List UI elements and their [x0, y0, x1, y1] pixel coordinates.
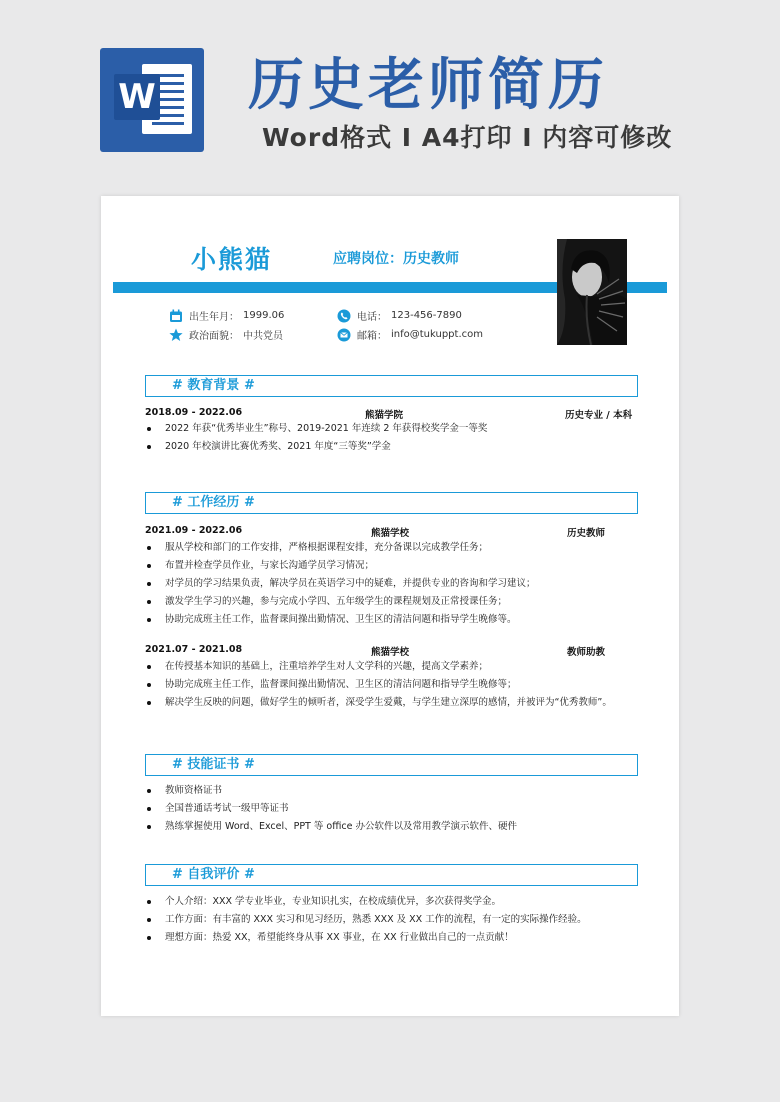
- info-email: [337, 327, 483, 342]
- list-item: 2020 年校演讲比赛优秀奖、2021 年度“三等奖”学金: [145, 438, 615, 456]
- word-logo: [100, 48, 204, 152]
- education-major: 历史专业 / 本科: [565, 410, 633, 421]
- work-list-2: [145, 658, 615, 712]
- phone-value: 123-456-7890: [391, 310, 462, 321]
- list-item: 协助完成班主任工作，监督课间操出勤情况、卫生区的清洁问题和指导学生晚修等。: [145, 611, 615, 629]
- work-list-1: [145, 539, 615, 629]
- birth-label: 出生年月：: [189, 312, 239, 323]
- birth-value: 1999.06: [243, 310, 285, 321]
- education-date: 2018.09 - 2022.06: [145, 407, 243, 418]
- work-entry-1: [145, 525, 641, 539]
- work-entry-2: [145, 644, 641, 658]
- work-school: 熊猫学校: [371, 528, 410, 539]
- list-item: 对学员的学习结果负责，解决学员在英语学习中的疑难，并提供专业的咨询和学习建议；: [145, 575, 615, 593]
- work-school: 熊猫学校: [371, 647, 410, 658]
- page-subtitle: Word格式 I A4打印 I 内容可修改: [262, 123, 673, 152]
- skills-list: [145, 782, 615, 836]
- education-entry: [145, 407, 641, 421]
- work-role: 教师助教: [567, 647, 606, 658]
- list-item: 2022 年获“优秀毕业生”称号、2019-2021 年连续 2 年获得校奖学金一等奖: [145, 420, 615, 438]
- page-title: 历史老师简历: [248, 53, 608, 118]
- self-eval-list: [145, 893, 615, 947]
- political-label: 政治面貌：: [189, 331, 239, 342]
- info-phone: [337, 308, 462, 323]
- section-work-heading: # 工作经历 #: [145, 492, 638, 514]
- candidate-name: 小熊猫: [191, 245, 273, 274]
- list-item: 布置并检查学员作业，与家长沟通学员学习情况；: [145, 557, 615, 575]
- section-skills-heading: # 技能证书 #: [145, 754, 638, 776]
- section-self-eval-heading: # 自我评价 #: [145, 864, 638, 886]
- list-item: 理想方面：热爱 XX，希望能终身从事 XX 事业，在 XX 行业做出自己的一点贡献！: [145, 929, 615, 947]
- list-item: 在传授基本知识的基础上，注重培养学生对人文学科的兴趣，提高文学素养；: [145, 658, 615, 676]
- applied-position: 应聘岗位：历史教师: [333, 251, 459, 267]
- phone-label: 电话：: [357, 312, 387, 323]
- list-item: 协助完成班主任工作，监督课间操出勤情况、卫生区的清洁问题和指导学生晚修等；: [145, 676, 615, 694]
- email-icon: [337, 328, 351, 342]
- work-role: 历史教师: [567, 528, 606, 539]
- list-item: 个人介绍：XXX 学专业毕业，专业知识扎实，在校成绩优异，多次获得奖学金。: [145, 893, 615, 911]
- info-political: [169, 327, 283, 342]
- resume-sheet: [101, 196, 679, 1016]
- phone-icon: [337, 309, 351, 323]
- profile-photo: [557, 239, 627, 345]
- education-school: 熊猫学院: [365, 410, 404, 421]
- list-item: 解决学生反映的问题，做好学生的倾听者，深受学生爱戴，与学生建立深厚的感情，并被评为“优秀教师”。: [145, 694, 615, 712]
- calendar-icon: [169, 309, 183, 323]
- list-item: 教师资格证书: [145, 782, 615, 800]
- political-value: 中共党员: [243, 331, 283, 342]
- work-date: 2021.09 - 2022.06: [145, 525, 243, 536]
- email-label: 邮箱：: [357, 331, 387, 342]
- education-list: [145, 420, 615, 456]
- work-date: 2021.07 - 2021.08: [145, 644, 243, 655]
- list-item: 工作方面：有丰富的 XXX 实习和见习经历，熟悉 XXX 及 XX 工作的流程，有一定的实际操作经验。: [145, 911, 615, 929]
- list-item: 激发学生学习的兴趣，参与完成小学四、五年级学生的课程规划及正常授课任务；: [145, 593, 615, 611]
- email-value: info@tukuppt.com: [391, 329, 483, 340]
- word-letter: W: [114, 74, 160, 120]
- star-icon: [169, 328, 183, 342]
- info-birth: [169, 308, 284, 323]
- section-education-heading: # 教育背景 #: [145, 375, 638, 397]
- portrait-icon: [557, 239, 627, 345]
- list-item: 全国普通话考试一级甲等证书: [145, 800, 615, 818]
- list-item: 服从学校和部门的工作安排，严格根据课程安排，充分备课以完成教学任务；: [145, 539, 615, 557]
- list-item: 熟练掌握使用 Word、Excel、PPT 等 office 办公软件以及常用教学演示软件、硬件: [145, 818, 615, 836]
